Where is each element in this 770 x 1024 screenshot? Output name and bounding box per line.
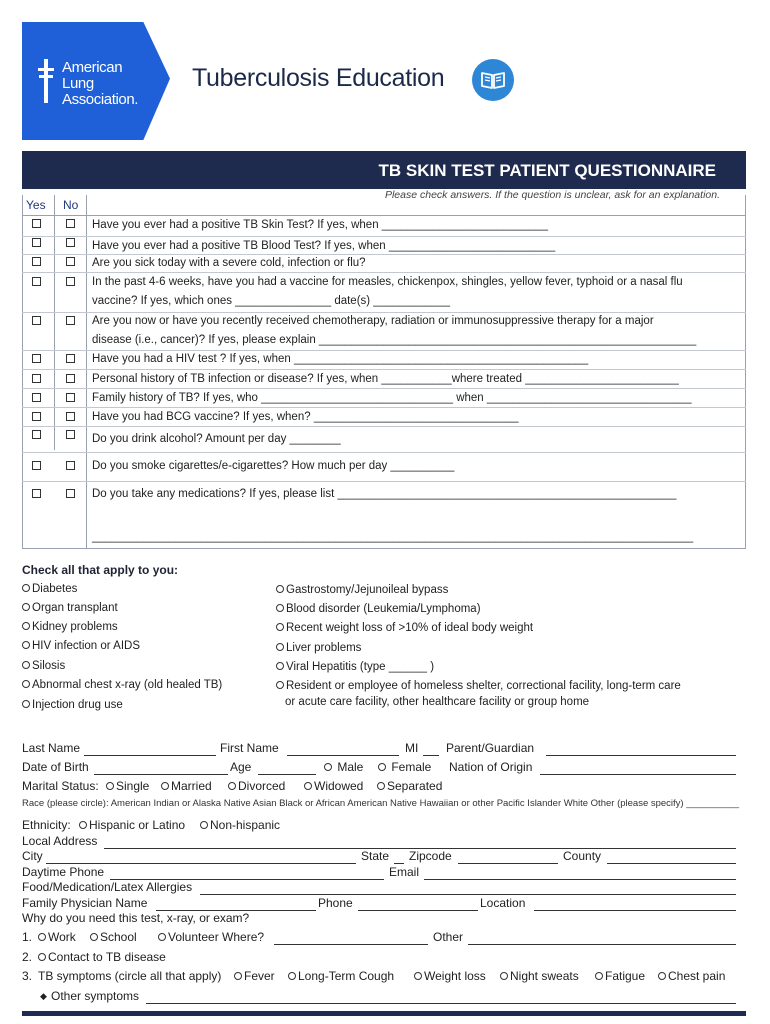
table-rule (22, 236, 746, 237)
condition-option[interactable] (22, 660, 65, 672)
city-label: City (22, 849, 43, 863)
yes-checkbox[interactable] (32, 257, 41, 266)
logo-wordmark (62, 60, 138, 108)
radio-circle-icon[interactable] (595, 972, 603, 980)
city-field[interactable] (46, 863, 356, 864)
yes-checkbox[interactable] (32, 489, 41, 498)
logo-line: American (62, 59, 123, 76)
radio-circle-icon[interactable] (500, 972, 508, 980)
option-label: Widowed (314, 779, 364, 793)
male-label: Male (337, 760, 364, 774)
allergies-label: Food/Medication/Latex Allergies (22, 880, 193, 894)
radio-circle-icon[interactable] (276, 623, 284, 631)
location-label: Location (480, 896, 526, 910)
yes-checkbox[interactable] (32, 374, 41, 383)
mi-label: MI (405, 741, 419, 755)
option-label: Long-Term Cough (298, 969, 395, 983)
other-symptoms-row (22, 989, 746, 1005)
option-label: Contact to TB disease (48, 950, 166, 964)
question-text: Do you drink alcohol? Amount per day ________ (92, 433, 341, 445)
race-line[interactable]: Race (please circle): American Indian or Alaska Native Asian Black or African American Native Hawaiian or other Pacific Islander White Other (please specify) __________ (22, 798, 740, 809)
question-text: Do you take any medications? If yes, please list _____________________________________________________ (92, 488, 677, 500)
table-rule (22, 272, 746, 273)
symptom-chest-pain[interactable] (658, 969, 725, 983)
page-title: Tuberculosis Education (192, 64, 445, 92)
question-text: Have you had a HIV test ? If yes, when ______________________________________________ (92, 353, 589, 365)
daytime-phone-label: Daytime Phone (22, 865, 105, 879)
condition-label: Resident or employee of homeless shelter, correctional facility, long-term care (286, 680, 681, 692)
table-rule (22, 407, 746, 408)
condition-label: Gastrostomy/Jejunoileal bypass (286, 584, 449, 596)
question-text: In the past 4-6 weeks, have you had a vaccine for measles, chickenpox, shingles, yellow fever, typhoid or a nasal flu (92, 276, 683, 288)
state-field[interactable] (394, 863, 404, 864)
check-all-title: Check all that apply to you: (22, 563, 179, 577)
radio-circle-icon[interactable] (288, 972, 296, 980)
condition-option[interactable] (276, 622, 533, 634)
condition-option[interactable] (22, 621, 118, 633)
option-label: Non-hispanic (210, 818, 281, 832)
option-label: Fatigue (605, 969, 646, 983)
condition-label: Recent weight loss of >10% of ideal body weight (286, 622, 534, 634)
questionnaire-title: TB SKIN TEST PATIENT QUESTIONNAIRE (378, 161, 716, 180)
no-checkbox[interactable] (66, 374, 75, 383)
age-field[interactable] (258, 774, 316, 775)
option-label: Divorced (238, 779, 286, 793)
radio-circle-icon[interactable] (228, 782, 236, 790)
question-text: Are you sick today with a severe cold, infection or flu? (92, 257, 366, 269)
city-row (22, 849, 746, 865)
other-label: Other (433, 930, 464, 944)
condition-option[interactable] (276, 603, 481, 615)
no-checkbox[interactable] (66, 393, 75, 402)
allergies-field[interactable] (200, 894, 736, 895)
condition-label: Blood disorder (Leukemia/Lymphoma) (286, 603, 481, 615)
radio-circle-icon[interactable] (276, 681, 284, 689)
condition-label: Injection drug use (32, 699, 123, 711)
parent-label: Parent/Guardian (446, 741, 535, 755)
email-label: Email (389, 865, 420, 879)
radio-circle-icon[interactable] (276, 604, 284, 612)
symptom-fatigue[interactable] (595, 969, 645, 983)
option-label: Fever (244, 969, 275, 983)
table-rule (22, 426, 746, 427)
option-label: Married (171, 779, 212, 793)
radio-circle-icon[interactable] (22, 584, 30, 592)
diamond-bullet-icon: ◆ (40, 991, 47, 1001)
marital-label: Marital Status: (22, 779, 99, 793)
radio-circle-icon[interactable] (324, 763, 332, 771)
why-question: Why do you need this test, x-ray, or exam? (22, 911, 250, 925)
reason-option-contact[interactable] (38, 950, 166, 964)
radio-circle-icon[interactable] (378, 763, 386, 771)
state-label: State (361, 849, 390, 863)
zipcode-field[interactable] (458, 863, 558, 864)
no-checkbox[interactable] (66, 461, 75, 470)
condition-option[interactable] (22, 583, 77, 595)
option-label: Separated (387, 779, 443, 793)
reason-number: 3. (22, 969, 33, 983)
condition-label: Liver problems (286, 642, 362, 654)
question-text: Have you ever had a positive TB Skin Test? If yes, when __________________________ (92, 219, 549, 231)
allergies-row (22, 880, 746, 896)
symptom-night-sweats[interactable] (500, 969, 579, 983)
other-symptoms-field[interactable] (146, 1003, 736, 1004)
female-label: Female (391, 760, 432, 774)
male-option[interactable] (324, 760, 363, 774)
column-divider (54, 215, 55, 450)
marital-option-widowed[interactable] (304, 779, 363, 793)
county-label: County (563, 849, 602, 863)
reason-number: 2. (22, 950, 33, 964)
radio-circle-icon[interactable] (90, 933, 98, 941)
yes-checkbox[interactable] (32, 277, 41, 286)
yes-column-header: Yes (26, 198, 46, 212)
table-rule (22, 481, 746, 482)
physician-label: Family Physician Name (22, 896, 148, 910)
reason-row-1 (22, 930, 746, 946)
table-rule (22, 452, 746, 453)
volunteer-where-field[interactable] (274, 944, 428, 945)
first-name-field[interactable] (287, 755, 399, 756)
condition-option[interactable] (22, 679, 222, 691)
first-name-label: First Name (220, 741, 279, 755)
condition-label: Abnormal chest x-ray (old healed TB) (32, 679, 223, 691)
yes-checkbox[interactable] (32, 461, 41, 470)
condition-option[interactable] (22, 640, 140, 652)
no-checkbox[interactable] (66, 277, 75, 286)
condition-label: HIV infection or AIDS (32, 640, 141, 652)
reason-row-3 (22, 969, 746, 985)
phone-field[interactable] (358, 910, 478, 911)
no-checkbox[interactable] (66, 412, 75, 421)
reason-option-volunteer[interactable] (158, 930, 264, 944)
reason-row-2 (22, 950, 746, 966)
ethnicity-option-nonhispanic[interactable] (200, 818, 280, 832)
radio-circle-icon[interactable] (377, 782, 385, 790)
no-checkbox[interactable] (66, 489, 75, 498)
no-column-header: No (63, 198, 79, 212)
yes-checkbox[interactable] (32, 430, 41, 439)
radio-circle-icon[interactable] (22, 603, 30, 611)
radio-circle-icon[interactable] (276, 643, 284, 651)
logo-line: Association. (62, 91, 139, 108)
footer-bar (22, 1011, 746, 1016)
ethnicity-row (22, 818, 746, 834)
no-checkbox[interactable] (66, 219, 75, 228)
question-text: Have you ever had a positive TB Blood Test? If yes, when __________________________ (92, 240, 556, 252)
yes-checkbox[interactable] (32, 354, 41, 363)
name-row (22, 741, 746, 757)
marital-option-separated[interactable] (377, 779, 442, 793)
no-checkbox[interactable] (66, 257, 75, 266)
address-label: Local Address (22, 834, 98, 848)
option-label: Night sweats (510, 969, 579, 983)
no-checkbox[interactable] (66, 238, 75, 247)
no-checkbox[interactable] (66, 354, 75, 363)
physician-row (22, 896, 746, 912)
yes-checkbox[interactable] (32, 393, 41, 402)
county-field[interactable] (607, 863, 736, 864)
option-label: Chest pain (668, 969, 726, 983)
condition-option[interactable] (276, 642, 361, 654)
symptom-weight-loss[interactable] (414, 969, 486, 983)
questionnaire-header-bar (22, 151, 746, 189)
ethnicity-label: Ethnicity: (22, 818, 71, 832)
radio-circle-icon[interactable] (22, 700, 30, 708)
marital-option-single[interactable] (106, 779, 149, 793)
condition-label: Viral Hepatitis (type ______ ) (286, 661, 435, 673)
radio-circle-icon[interactable] (22, 680, 30, 688)
radio-circle-icon[interactable] (200, 821, 208, 829)
radio-circle-icon[interactable] (658, 972, 666, 980)
reason-number: 1. (22, 930, 33, 944)
nation-label: Nation of Origin (449, 760, 533, 774)
radio-circle-icon[interactable] (79, 821, 87, 829)
no-checkbox[interactable] (66, 430, 75, 439)
radio-circle-icon[interactable] (22, 661, 30, 669)
open-book-icon (472, 59, 514, 101)
column-divider (54, 195, 55, 215)
questionnaire-instruction: Please check answers. If the question is unclear, ask for an explanation. (384, 189, 720, 201)
other-field[interactable] (468, 944, 736, 945)
radio-circle-icon[interactable] (276, 662, 284, 670)
condition-option[interactable] (22, 699, 123, 711)
parent-field[interactable] (546, 755, 736, 756)
marital-row (22, 779, 746, 795)
contact-row (22, 865, 746, 881)
question-text: Family history of TB? If yes, who ______________________________ when ________________________________ (92, 392, 692, 404)
yes-checkbox[interactable] (32, 412, 41, 421)
yes-checkbox[interactable] (32, 316, 41, 325)
symptoms-label: TB symptoms (circle all that apply) (38, 969, 222, 983)
table-rule (22, 350, 746, 351)
radio-circle-icon[interactable] (22, 641, 30, 649)
logo-line: Lung (62, 75, 94, 92)
no-checkbox[interactable] (66, 316, 75, 325)
address-row (22, 834, 746, 850)
dob-label: Date of Birth (22, 760, 89, 774)
condition-option[interactable] (276, 661, 434, 673)
symptom-fever[interactable] (234, 969, 275, 983)
table-rule (22, 215, 746, 216)
dob-field[interactable] (94, 774, 228, 775)
marital-option-divorced[interactable] (228, 779, 285, 793)
dob-row (22, 760, 746, 776)
yes-checkbox[interactable] (32, 238, 41, 247)
radio-circle-icon[interactable] (22, 622, 30, 630)
table-rule (22, 312, 746, 313)
table-rule (22, 254, 746, 255)
question-text: ______________________________________________________________________________________________ (92, 531, 694, 543)
radio-circle-icon[interactable] (304, 782, 312, 790)
radio-circle-icon[interactable] (106, 782, 114, 790)
reason-option-school[interactable] (90, 930, 137, 944)
last-name-label: Last Name (22, 741, 81, 755)
other-symptoms-label: Other symptoms (51, 989, 140, 1003)
zipcode-label: Zipcode (409, 849, 452, 863)
radio-circle-icon[interactable] (158, 933, 166, 941)
condition-label: Organ transplant (32, 602, 118, 614)
question-text: Personal history of TB infection or disease? If yes, when ___________where treated ________________________ (92, 373, 679, 385)
question-text: disease (i.e., cancer)? If yes, please explain ___________________________________________________________ (92, 334, 697, 346)
radio-circle-icon[interactable] (38, 933, 46, 941)
last-name-field[interactable] (84, 755, 216, 756)
marital-option-married[interactable] (161, 779, 212, 793)
condition-label: Diabetes (32, 583, 78, 595)
option-label: Hispanic or Latino (89, 818, 186, 832)
condition-label: Silosis (32, 660, 66, 672)
age-label: Age (230, 760, 252, 774)
nation-field[interactable] (540, 774, 736, 775)
female-option[interactable] (378, 760, 431, 774)
question-text: vaccine? If yes, which ones _______________ date(s) ____________ (92, 295, 451, 307)
lorraine-cross-icon (38, 59, 54, 103)
radio-circle-icon[interactable] (414, 972, 422, 980)
column-divider (86, 195, 87, 549)
option-label: Work (48, 930, 76, 944)
yes-checkbox[interactable] (32, 219, 41, 228)
condition-option[interactable] (276, 584, 448, 596)
phone-label: Phone (318, 896, 353, 910)
question-text: Are you now or have you recently received chemotherapy, radiation or immunosuppressive therapy for a major (92, 315, 654, 327)
question-text: Do you smoke cigarettes/e-cigarettes? How much per day __________ (92, 460, 455, 472)
condition-label-continued: or acute care facility, other healthcare facility or group home (285, 696, 590, 708)
option-label: Volunteer Where? (168, 930, 265, 944)
radio-circle-icon[interactable] (38, 953, 46, 961)
symptom-cough[interactable] (288, 969, 394, 983)
option-label: School (100, 930, 137, 944)
condition-option[interactable] (22, 602, 118, 614)
option-label: Weight loss (424, 969, 486, 983)
radio-circle-icon[interactable] (276, 585, 284, 593)
reason-option-work[interactable] (38, 930, 76, 944)
location-field[interactable] (534, 910, 736, 911)
condition-label: Kidney problems (32, 621, 118, 633)
question-text: Have you had BCG vaccine? If yes, when? ________________________________ (92, 411, 519, 423)
radio-circle-icon[interactable] (161, 782, 169, 790)
table-rule (22, 388, 746, 389)
radio-circle-icon[interactable] (234, 972, 242, 980)
condition-option[interactable] (276, 680, 681, 692)
option-label: Single (116, 779, 150, 793)
mi-field[interactable] (423, 755, 439, 756)
ethnicity-option-hispanic[interactable] (79, 818, 185, 832)
table-rule (22, 369, 746, 370)
